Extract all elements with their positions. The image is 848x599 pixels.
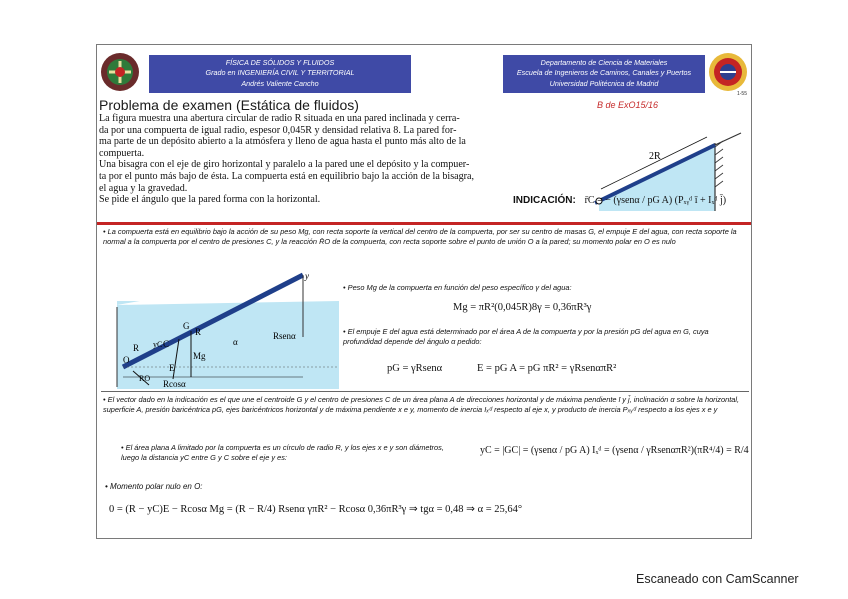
diameter-label: 2R	[649, 151, 661, 162]
equation-yc: yC = |GC| = (γsenα / pG A) Iₓᵈ = (γsenα / γRsenαπR²)(πR⁴/4) = R/4	[480, 445, 749, 456]
exam-code: B de ExO15/16	[597, 100, 659, 110]
university-crest-logo	[99, 51, 141, 93]
bullet-weight: • Peso Mg de la compuerta en función del peso específico γ del agua:	[343, 283, 572, 292]
slide-header	[97, 49, 752, 99]
section-divider	[97, 222, 752, 225]
indication-formula: r̄C = − (γsenα / pG A) (Pₓᵧᵈ ī + Iₓᵈ j̄)	[584, 195, 727, 206]
upm-logo	[707, 51, 749, 93]
department-name: Departamento de Ciencia de Materiales	[540, 58, 668, 67]
equation-weight: Mg = πR²(0,045R)8γ = 0,36πR³γ	[453, 302, 592, 313]
label-r: R	[195, 327, 202, 337]
label-g: G	[183, 321, 190, 331]
bullet-thrust: • El empuje E del agua está determinado por el área A de la compuerta y por la presión pG del agua en G, cuya profundidad depende del ángulo α pedido:	[343, 327, 709, 347]
forces-diagram	[103, 267, 339, 389]
problem-line: compuerta.	[99, 147, 145, 159]
problem-line: ta por el punto más bajo de ésta. La compuerta está en equilibrio bajo la acción de la bisagra,	[99, 170, 475, 182]
problem-line: da por una compuerta de igual radio, espesor 0,045R y densidad relativa 8. La pared for-	[99, 124, 457, 136]
problem-statement	[99, 113, 591, 206]
problem-line: La figura muestra una abertura circular de radio R situada en una pared inclinada y cerra-	[99, 113, 460, 124]
label-rsen: Rsenα	[273, 331, 296, 341]
indication-label: INDICACIÓN:	[513, 195, 576, 206]
label-r2: R	[133, 343, 140, 353]
equation-thrust: E = pG A = pG πR² = γRsenαπR²	[477, 363, 617, 374]
page-title: Problema de examen (Estática de fluidos)	[99, 97, 359, 113]
problem-line: el agua y la gravedad.	[99, 182, 188, 194]
department-info-box	[503, 55, 705, 93]
school-name: Escuela de Ingenieros de Caminos, Canales y Puertos	[516, 68, 692, 78]
solution-paragraph-vector: • El vector dado en la indicación es el que une el centroide G y el centro de presiones C de un área plana A de direcciones horizontal y de máxima pendiente ī y j̄, inclinación α sobre la horizontal, superficie A, presión baricéntrica pG, ejes baricéntricos horizontal y de máxima pendiente x e y, momento de inercia Iₓᵈ respecto al eje x, y producto de inercia Pₓᵧᵈ respecto a los ejes x e y	[103, 395, 740, 415]
equation-pressure: pG = γRsenα	[387, 363, 443, 374]
label-c: C	[163, 339, 170, 349]
exam-slide	[96, 44, 752, 539]
indication	[513, 195, 726, 206]
label-mg: Mg	[193, 351, 206, 361]
label-y-axis: y	[305, 271, 309, 281]
solution-paragraph-moment: • Momento polar nulo en O:	[105, 482, 203, 491]
degree-name: Grado en INGENIERÍA CIVIL Y TERRITORIAL	[205, 68, 355, 78]
label-e: E	[169, 363, 175, 373]
divider-line	[101, 391, 749, 392]
label-rcos: Rcosα	[163, 379, 186, 389]
label-alpha: α	[233, 337, 238, 347]
scanner-watermark: Escaneado con CamScanner	[636, 572, 799, 586]
author-name: Andrés Valiente Cancho	[241, 78, 319, 88]
equation-final: 0 = (R − yC)E − Rcosα Mg = (R − R/4) Rsenα γπR² − Rcosα 0,36πR³γ ⇒ tgα = 0,48 ⇒ α = 25,64°	[109, 504, 523, 515]
course-info-box	[149, 55, 411, 93]
course-title: FÍSICA DE SÓLIDOS Y FLUIDOS	[225, 58, 335, 67]
problem-line: Se pide el ángulo que la pared forma con la horizontal.	[99, 194, 321, 206]
solution-paragraph-equilibrium: • La compuerta está en equilibrio bajo la acción de su peso Mg, con recta soporte la vertical del centro de la compuerta, por ser su centro de masas G, el empuje E del agua, con recta soporte la normal a la compuerta por el centro de presiones C, y la reacción R̄O de la compuerta, con recta soporte sobre el punto de unión O a la pared; su momento polar en O es nulo	[103, 227, 737, 247]
problem-line: Una bisagra con el eje de giro horizontal y paralelo a la pared une el depósito y la compuer-	[99, 159, 470, 171]
solution-paragraph-circle: • El área plana A limitado por la compuerta es un círculo de radio R, y los ejes x e y son diámetros, luego la distancia yC entre G y C sobre el eje y es:	[121, 443, 444, 463]
university-name: Universidad Politécnica de Madrid	[549, 78, 659, 88]
label-ro: RO	[139, 374, 151, 383]
page-number: 1-55	[736, 91, 747, 97]
label-o: O	[123, 355, 130, 365]
problem-line: ma parte de un depósito abierto a la atmósfera y lleno de agua hasta el punto más alto de la	[99, 136, 466, 148]
label-yc: yC	[153, 340, 163, 349]
